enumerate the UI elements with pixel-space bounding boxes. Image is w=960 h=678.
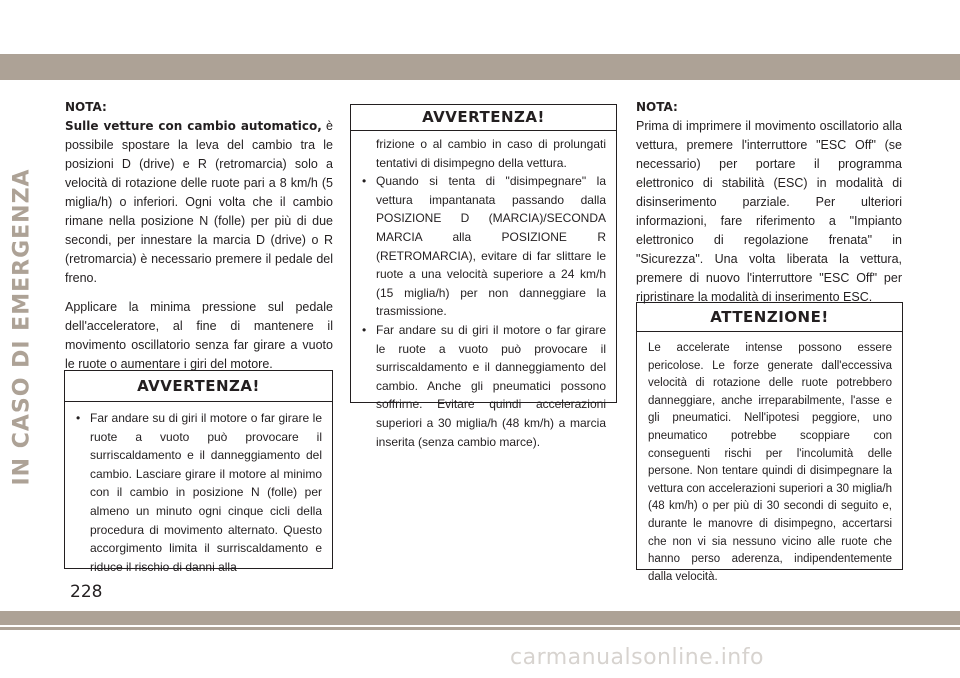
warning-item: • Far andare su di giri il motore o far girare le ruote a vuoto può provocare il surriscaldamento e il danneggiamento del cambio. Lasciare girare il motore al minimo con il cambio in posizione N (folle) per almeno un minuto ogni cinque cicli della procedura di movimento alternato. Questo accorgimento limita il surriscaldamento e riduce il rischio di danni alla [90,409,322,576]
caution-box [636,302,903,583]
warning-box-middle [350,104,617,449]
warning-box-left [64,370,333,574]
esc-paragraph: Prima di imprimere il movimento oscillatorio alla vettura, premere l'interruttore "ESC Off" (se necessario) per portare il programma elettronico di stabilità (ESC) in modalità di disinserimento parziale. Per ulteriori informazioni, fare riferimento a "Impianto elettronico di regolazione frenata" in "Sicurezza". Una volta liberata la vettura, premere di nuovo l'interruttore "ESC Off" per ripristinare la modalità di inserimento ESC. [636,119,902,304]
page-number: 228 [70,582,103,602]
nota-heading: NOTA: [65,100,107,114]
warning-continuation: frizione o al cambio in caso di prolungati tentativi di disimpegno della vettura. [376,137,606,170]
automatic-transmission-paragraph [65,117,333,288]
header-band [0,54,960,80]
left-column [65,98,333,374]
warning-item: • Far andare su di giri il motore o far girare le ruote a vuoto può provocare il surriscaldamento e il danneggiamento del cambio. Anche gli pneumatici possono soffrirne. Evitare quindi accelerazioni superiori a 30 miglia/h (48 km/h) a marcia inserita (senza cambio marce). [376,321,606,451]
automatic-transmission-text: è possibile spostare la leva del cambio tra le posizioni D (drive) e R (retromarcia) solo a velocità di rotazione delle ruote pari a 8 km/h (5 miglia/h) o inferiori. Ogni volta che il cambio rimane nella posizione N (folle) per più di due secondi, per innestare la marcia D (drive) o R (retromarcia) è necessario premere il pedale del freno. [65,119,333,285]
automatic-transmission-lead: Sulle vetture con cambio automatico, [65,119,322,133]
watermark: carmanualsonline.info [510,645,764,670]
warning-list [351,172,616,451]
warning-item: • Quando si tenta di "disimpegnare" la vettura impantanata passando dalla POSIZIONE D (MARCIA)/SECONDA MARCIA alla POSIZIONE R (RETROMARCIA), evitare di far slittare le ruote a una velocità superiore a 24 km/h (15 miglia/h) per non danneggiare la trasmissione. [376,172,606,321]
right-column [636,98,902,307]
accelerator-paragraph: Applicare la minima pressione sul pedale dell'acceleratore, al fine di mantenere il movimento oscillatorio senza far girare a vuoto le ruote o aumentare i giri del motore. [65,300,333,371]
warning-title: AVVERTENZA! [351,105,616,131]
caution-title: ATTENZIONE! [637,303,902,332]
nota-heading: NOTA: [636,100,678,114]
warning-list [65,402,332,576]
footer-rule [0,627,960,630]
warning-title: AVVERTENZA! [65,371,332,402]
footer-band [0,611,960,625]
caution-text: Le accelerate intense possono essere pericolose. Le forze generate dall'eccessiva velocità di rotazione delle ruote potrebbero danneggiare, anche irreparabilmente, l'asse e gli pneumatici. Nell'ipotesi peggiore, uno pneumatico potrebbe scoppiare con conseguenti rischi per l'incolumità delle persone. Non tentare quindi di disimpegnare la vettura con accelerazioni superiori a 30 miglia/h (48 km/h) o per più di 30 secondi di seguito e, durante le manovre di disimpegno, accertarsi che non vi sia nessuno vicino alle ruote che hanno perso aderenza, indipendentemente dalla velocità. [648,342,892,583]
section-side-title: IN CASO DI EMERGENZA [9,168,35,486]
